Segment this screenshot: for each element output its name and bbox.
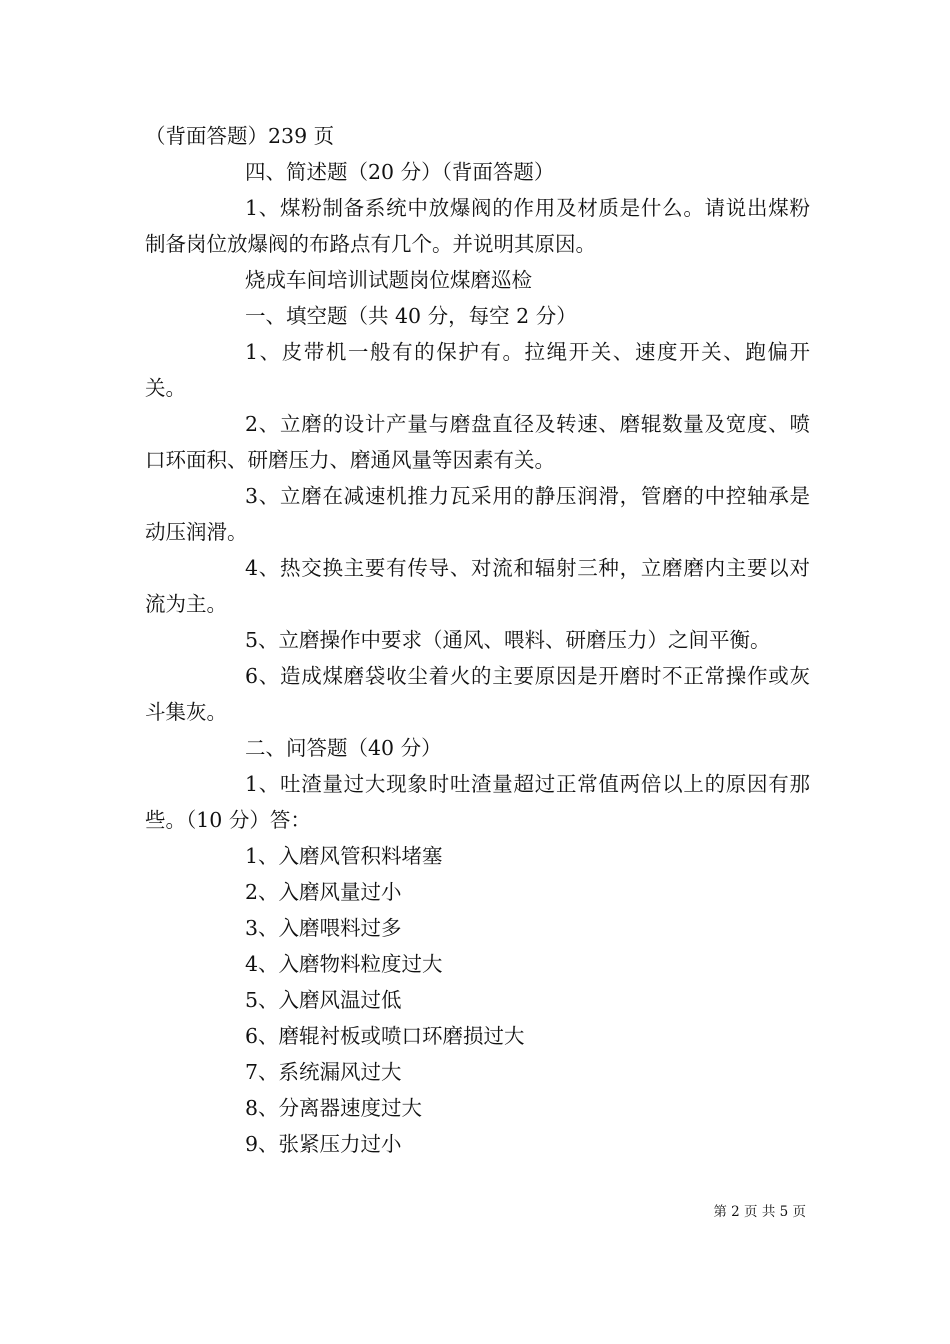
paragraph: 6、造成煤磨袋收尘着火的主要原因是开磨时不正常操作或灰斗集灰。 [145, 664, 810, 724]
document-body [145, 118, 810, 1162]
paragraph: （背面答题）239 页 [145, 124, 335, 148]
list-item: 5、入磨风温过低 [245, 988, 402, 1012]
list-item: 9、张紧压力过小 [245, 1132, 402, 1156]
list-item: 8、分离器速度过大 [245, 1096, 423, 1120]
list-item: 2、入磨风量过小 [245, 880, 402, 904]
list-item: 4、入磨物料粒度过大 [245, 952, 443, 976]
paragraph: 1、吐渣量过大现象时吐渣量超过正常值两倍以上的原因有那些。（10 分）答： [145, 772, 810, 832]
paragraph: 5、立磨操作中要求（通风、喂料、研磨压力）之间平衡。 [245, 628, 771, 652]
list-item: 1、入磨风管积料堵塞 [245, 844, 443, 868]
section-heading: 一、填空题（共 40 分，每空 2 分） [245, 304, 577, 328]
paragraph: 4、热交换主要有传导、对流和辐射三种，立磨磨内主要以对流为主。 [145, 556, 810, 616]
paragraph: 2、立磨的设计产量与磨盘直径及转速、磨辊数量及宽度、喷口环面积、研磨压力、磨通风量等因素有关。 [145, 412, 810, 472]
list-item: 6、磨辊衬板或喷口环磨损过大 [245, 1024, 525, 1048]
page-number: 第 2 页 共 5 页 [713, 1204, 806, 1220]
document-title: 烧成车间培训试题岗位煤磨巡检 [245, 268, 532, 292]
section-heading: 四、简述题（20 分）（背面答题） [245, 160, 555, 184]
paragraph: 1、煤粉制备系统中放爆阀的作用及材质是什么。请说出煤粉制备岗位放爆阀的布路点有几个。并说明其原因。 [145, 196, 810, 256]
paragraph: 3、立磨在减速机推力瓦采用的静压润滑，管磨的中控轴承是动压润滑。 [145, 484, 810, 544]
list-item: 3、入磨喂料过多 [245, 916, 402, 940]
section-heading: 二、问答题（40 分） [245, 736, 442, 760]
paragraph: 1、皮带机一般有的保护有。拉绳开关、速度开关、跑偏开关。 [145, 340, 810, 400]
list-item: 7、系统漏风过大 [245, 1060, 402, 1084]
